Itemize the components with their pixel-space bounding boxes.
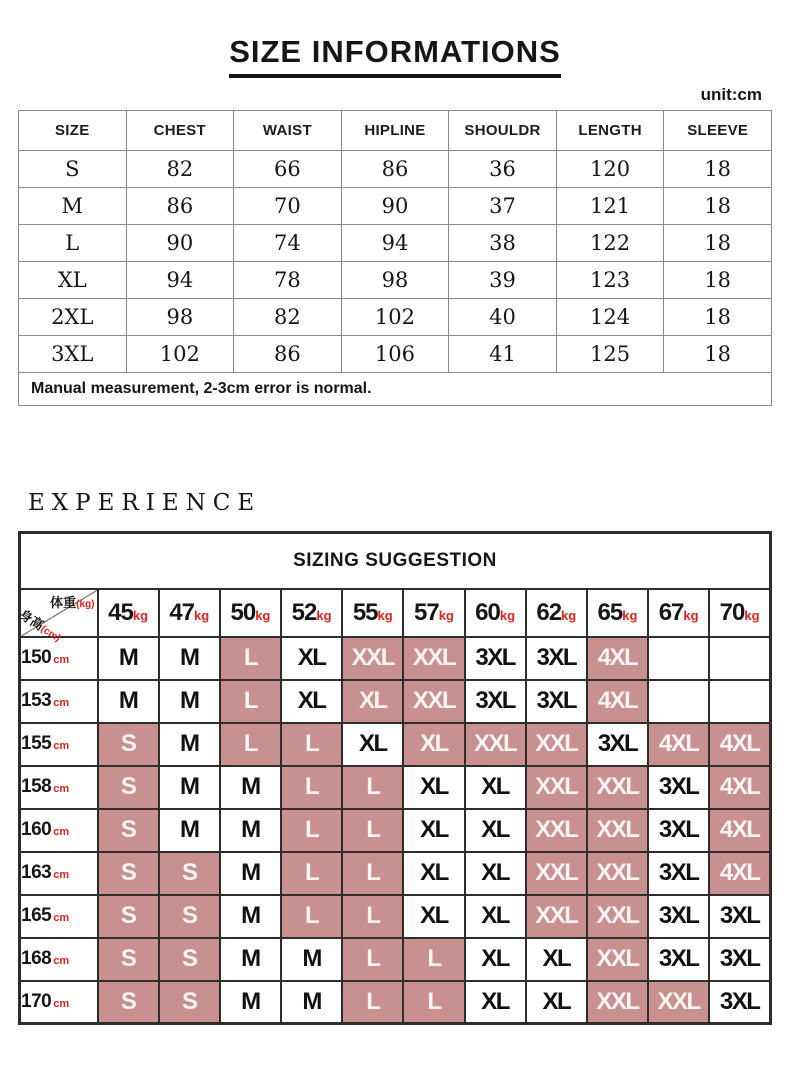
measurement-cell: 39 <box>449 262 557 299</box>
measurement-cell: 94 <box>341 225 449 262</box>
weight-value: 55 <box>352 598 378 626</box>
measurement-cell: 18 <box>664 151 772 188</box>
height-header <box>20 895 98 938</box>
sizing-table-title: SIZING SUGGESTION <box>20 533 771 589</box>
weight-unit: kg <box>132 607 149 623</box>
suggestion-cell: 3XL <box>648 895 709 938</box>
measurement-cell: 94 <box>126 262 234 299</box>
measurement-cell: 78 <box>234 262 342 299</box>
weight-unit: kg <box>561 607 577 623</box>
suggestion-cell: 4XL <box>709 723 770 766</box>
suggestion-cell: XXL <box>587 852 648 895</box>
suggestion-cell: XXL <box>587 895 648 938</box>
measurement-cell: 36 <box>449 151 557 188</box>
suggestion-cell: XL <box>403 809 464 852</box>
size-table-row <box>19 336 772 373</box>
measurement-cell: 18 <box>664 225 772 262</box>
suggestion-cell: L <box>342 852 403 895</box>
suggestion-cell: M <box>220 938 281 981</box>
suggestion-cell: L <box>342 938 403 981</box>
height-value: 170 <box>21 990 52 1012</box>
weight-header <box>709 589 770 637</box>
suggestion-cell: 3XL <box>648 852 709 895</box>
weight-unit: kg <box>622 607 638 623</box>
height-unit: cm <box>53 912 70 924</box>
suggestion-cell: L <box>281 809 342 852</box>
suggestion-cell: XXL <box>587 809 648 852</box>
suggestion-cell: L <box>220 723 281 766</box>
suggestion-cell: M <box>98 680 159 723</box>
height-header <box>20 680 98 723</box>
weight-value: 62 <box>536 598 562 626</box>
suggestion-cell: XL <box>526 938 587 981</box>
weight-header <box>98 589 159 637</box>
size-cell: M <box>19 188 127 225</box>
measurement-cell: 123 <box>556 262 664 299</box>
size-cell: 2XL <box>19 299 127 336</box>
suggestion-cell: 3XL <box>648 766 709 809</box>
suggestion-cell: M <box>159 680 220 723</box>
suggestion-cell: XL <box>403 852 464 895</box>
sizing-table-row <box>20 852 771 895</box>
suggestion-cell: L <box>220 680 281 723</box>
suggestion-cell: XXL <box>403 637 464 680</box>
suggestion-cell <box>648 637 709 680</box>
suggestion-cell: XL <box>281 637 342 680</box>
height-value: 158 <box>21 776 52 797</box>
measurement-cell: 82 <box>234 299 342 336</box>
suggestion-cell: 3XL <box>526 680 587 723</box>
size-table-body <box>19 151 772 406</box>
suggestion-cell: M <box>220 895 281 938</box>
suggestion-cell: L <box>281 723 342 766</box>
sizing-table-row <box>20 723 771 766</box>
measurement-cell: 121 <box>556 188 664 225</box>
suggestion-cell: XXL <box>587 981 648 1024</box>
weight-value: 45 <box>108 598 133 626</box>
height-header <box>20 852 98 895</box>
suggestion-cell: S <box>98 938 159 981</box>
suggestion-cell: XXL <box>526 852 587 895</box>
suggestion-cell: S <box>159 852 220 895</box>
suggestion-cell: S <box>98 981 159 1024</box>
measurement-cell: 98 <box>341 262 449 299</box>
height-value: 160 <box>21 819 52 840</box>
height-header <box>20 637 98 680</box>
measurement-cell: 41 <box>449 336 557 373</box>
size-table-header: SIZE <box>19 111 127 151</box>
height-axis-text: 身高 <box>16 606 47 633</box>
suggestion-cell: M <box>159 766 220 809</box>
height-unit: cm <box>53 697 70 709</box>
height-axis-unit: (cm) <box>38 623 63 644</box>
height-unit: cm <box>53 955 70 967</box>
height-unit: cm <box>53 740 70 752</box>
suggestion-cell: XL <box>403 895 464 938</box>
weight-value: 52 <box>291 598 317 626</box>
height-unit: cm <box>53 997 70 1010</box>
weight-value: 60 <box>475 598 500 626</box>
suggestion-cell: XL <box>465 895 526 938</box>
suggestion-cell: S <box>159 938 220 981</box>
height-value: 155 <box>21 733 52 754</box>
height-header <box>20 938 98 981</box>
suggestion-cell: XXL <box>526 766 587 809</box>
suggestion-cell: S <box>98 852 159 895</box>
height-unit: cm <box>53 826 70 838</box>
suggestion-cell: XL <box>342 680 403 723</box>
weight-value: 47 <box>169 598 195 626</box>
weight-unit: kg <box>683 607 699 623</box>
height-unit: cm <box>53 783 70 795</box>
measurement-cell: 120 <box>556 151 664 188</box>
suggestion-cell: S <box>98 723 159 766</box>
weight-header <box>403 589 464 637</box>
weight-unit: kg <box>194 607 210 623</box>
suggestion-cell: 3XL <box>526 637 587 680</box>
suggestion-cell: L <box>403 981 464 1024</box>
size-table-header: SHOULDR <box>449 111 557 151</box>
height-value: 165 <box>21 905 52 926</box>
sizing-table-body <box>20 637 771 1024</box>
measurement-cell: 82 <box>126 151 234 188</box>
suggestion-cell: M <box>220 852 281 895</box>
suggestion-cell: XXL <box>526 809 587 852</box>
measurement-cell: 18 <box>664 336 772 373</box>
suggestion-cell: XL <box>465 852 526 895</box>
corner-cell <box>16 589 98 644</box>
suggestion-cell: M <box>281 981 342 1024</box>
suggestion-cell: XL <box>526 981 587 1024</box>
measurement-cell: 106 <box>341 336 449 373</box>
suggestion-cell: XL <box>465 981 526 1024</box>
unit-label: unit:cm <box>700 85 762 104</box>
suggestion-cell: M <box>281 938 342 981</box>
measurement-cell: 125 <box>556 336 664 373</box>
suggestion-cell: 4XL <box>709 766 770 809</box>
size-table-row <box>19 262 772 299</box>
measurement-cell: 38 <box>449 225 557 262</box>
weight-value: 70 <box>719 598 745 626</box>
height-value: 150 <box>21 647 52 668</box>
size-cell: L <box>19 225 127 262</box>
height-unit: cm <box>53 869 70 881</box>
measurement-cell: 18 <box>664 188 772 225</box>
suggestion-cell: M <box>220 766 281 809</box>
size-table-row <box>19 225 772 262</box>
suggestion-cell: 4XL <box>587 680 648 723</box>
sizing-table-row <box>20 938 771 981</box>
measurement-cell: 90 <box>126 225 234 262</box>
suggestion-cell: 3XL <box>465 637 526 680</box>
suggestion-cell <box>709 680 770 723</box>
measurement-cell: 37 <box>449 188 557 225</box>
height-header <box>20 766 98 809</box>
measurement-cell: 18 <box>664 262 772 299</box>
height-value: 163 <box>21 862 52 883</box>
measurement-cell: 86 <box>234 336 342 373</box>
weight-axis-label <box>50 592 94 611</box>
suggestion-cell: 3XL <box>587 723 648 766</box>
height-unit: cm <box>53 654 70 666</box>
suggestion-cell: S <box>98 766 159 809</box>
weight-unit: kg <box>744 607 760 623</box>
sizing-suggestion-table <box>18 531 772 1025</box>
suggestion-cell: M <box>159 637 220 680</box>
weight-axis-unit: (kg) <box>76 598 95 610</box>
measurement-cell: 18 <box>664 299 772 336</box>
suggestion-cell: M <box>159 809 220 852</box>
size-cell: XL <box>19 262 127 299</box>
suggestion-cell: XXL <box>587 766 648 809</box>
suggestion-cell: XXL <box>526 895 587 938</box>
suggestion-cell: 4XL <box>648 723 709 766</box>
weight-header <box>281 589 342 637</box>
experience-label: EXPERIENCE <box>28 490 262 516</box>
suggestion-cell: 3XL <box>648 809 709 852</box>
weight-unit: kg <box>499 607 516 623</box>
suggestion-cell: XL <box>342 723 403 766</box>
suggestion-cell: L <box>342 766 403 809</box>
suggestion-cell: XXL <box>403 680 464 723</box>
sizing-table-row <box>20 981 771 1024</box>
height-header <box>20 981 98 1024</box>
size-informations-table <box>18 110 772 406</box>
suggestion-cell: L <box>342 809 403 852</box>
size-cell: 3XL <box>19 336 127 373</box>
sizing-table-row <box>20 809 771 852</box>
size-cell: S <box>19 151 127 188</box>
weight-unit: kg <box>255 607 271 623</box>
suggestion-cell: 4XL <box>709 809 770 852</box>
suggestion-cell: XXL <box>648 981 709 1024</box>
weight-header <box>587 589 648 637</box>
suggestion-cell: S <box>98 809 159 852</box>
measurement-cell: 74 <box>234 225 342 262</box>
size-table-row <box>19 299 772 336</box>
suggestion-cell: M <box>220 809 281 852</box>
weight-header <box>220 589 281 637</box>
size-table-note-row <box>19 373 772 406</box>
suggestion-cell: 3XL <box>709 938 770 981</box>
measurement-cell: 66 <box>234 151 342 188</box>
suggestion-cell: XL <box>281 680 342 723</box>
size-table-header-row <box>19 111 772 151</box>
size-table-header: LENGTH <box>556 111 664 151</box>
suggestion-cell <box>709 637 770 680</box>
suggestion-cell: L <box>342 895 403 938</box>
measurement-cell: 90 <box>341 188 449 225</box>
sizing-table-row <box>20 680 771 723</box>
measurement-cell: 40 <box>449 299 557 336</box>
title-wrap <box>0 0 790 78</box>
weight-unit: kg <box>438 607 454 623</box>
measurement-cell: 102 <box>126 336 234 373</box>
suggestion-cell: M <box>220 981 281 1024</box>
weight-axis-text: 体重 <box>50 594 77 610</box>
suggestion-cell <box>648 680 709 723</box>
measurement-cell: 122 <box>556 225 664 262</box>
suggestion-cell: L <box>281 895 342 938</box>
size-table-header: WAIST <box>234 111 342 151</box>
weight-header <box>159 589 220 637</box>
suggestion-cell: L <box>281 766 342 809</box>
weight-header <box>526 589 587 637</box>
size-table-row <box>19 151 772 188</box>
weight-unit: kg <box>316 607 332 623</box>
measurement-cell: 86 <box>341 151 449 188</box>
suggestion-cell: L <box>281 852 342 895</box>
weight-header <box>648 589 709 637</box>
sizing-table-weight-header-row <box>20 589 771 637</box>
suggestion-cell: S <box>159 981 220 1024</box>
suggestion-cell: XL <box>403 766 464 809</box>
suggestion-cell: XXL <box>587 938 648 981</box>
suggestion-cell: S <box>159 895 220 938</box>
suggestion-cell: 3XL <box>709 895 770 938</box>
weight-value: 65 <box>597 598 623 626</box>
suggestion-cell: XXL <box>526 723 587 766</box>
suggestion-cell: XXL <box>465 723 526 766</box>
height-value: 168 <box>21 948 52 969</box>
measurement-cell: 86 <box>126 188 234 225</box>
measurement-cell: 124 <box>556 299 664 336</box>
weight-value: 57 <box>414 598 439 626</box>
measurement-cell: 70 <box>234 188 342 225</box>
weight-header <box>465 589 526 637</box>
suggestion-cell: L <box>342 981 403 1024</box>
sizing-table-row <box>20 637 771 680</box>
height-header <box>20 723 98 766</box>
suggestion-cell: XL <box>465 766 526 809</box>
size-table-row <box>19 188 772 225</box>
suggestion-cell: S <box>98 895 159 938</box>
sizing-table-title-row <box>20 533 771 589</box>
suggestion-cell: XXL <box>342 637 403 680</box>
measurement-cell: 102 <box>341 299 449 336</box>
suggestion-cell: M <box>159 723 220 766</box>
weight-unit: kg <box>377 607 393 623</box>
sizing-table-row <box>20 895 771 938</box>
suggestion-cell: XL <box>403 723 464 766</box>
suggestion-cell: 4XL <box>587 637 648 680</box>
suggestion-cell: 3XL <box>465 680 526 723</box>
suggestion-cell: 3XL <box>709 981 770 1024</box>
suggestion-cell: L <box>403 938 464 981</box>
suggestion-cell: XL <box>465 809 526 852</box>
height-value: 153 <box>21 690 52 711</box>
height-header <box>20 809 98 852</box>
suggestion-cell: M <box>98 637 159 680</box>
size-table-header: HIPLINE <box>341 111 449 151</box>
weight-value: 50 <box>230 598 256 626</box>
weight-header <box>342 589 403 637</box>
page-title: SIZE INFORMATIONS <box>229 34 561 78</box>
suggestion-cell: 4XL <box>709 852 770 895</box>
size-table-header: CHEST <box>126 111 234 151</box>
weight-value: 67 <box>658 598 684 626</box>
measurement-cell: 98 <box>126 299 234 336</box>
size-table-header: SLEEVE <box>664 111 772 151</box>
suggestion-cell: L <box>220 637 281 680</box>
sizing-table-row <box>20 766 771 809</box>
measurement-note: Manual measurement, 2-3cm error is normal. <box>19 373 772 406</box>
suggestion-cell: 3XL <box>648 938 709 981</box>
suggestion-cell: XL <box>465 938 526 981</box>
